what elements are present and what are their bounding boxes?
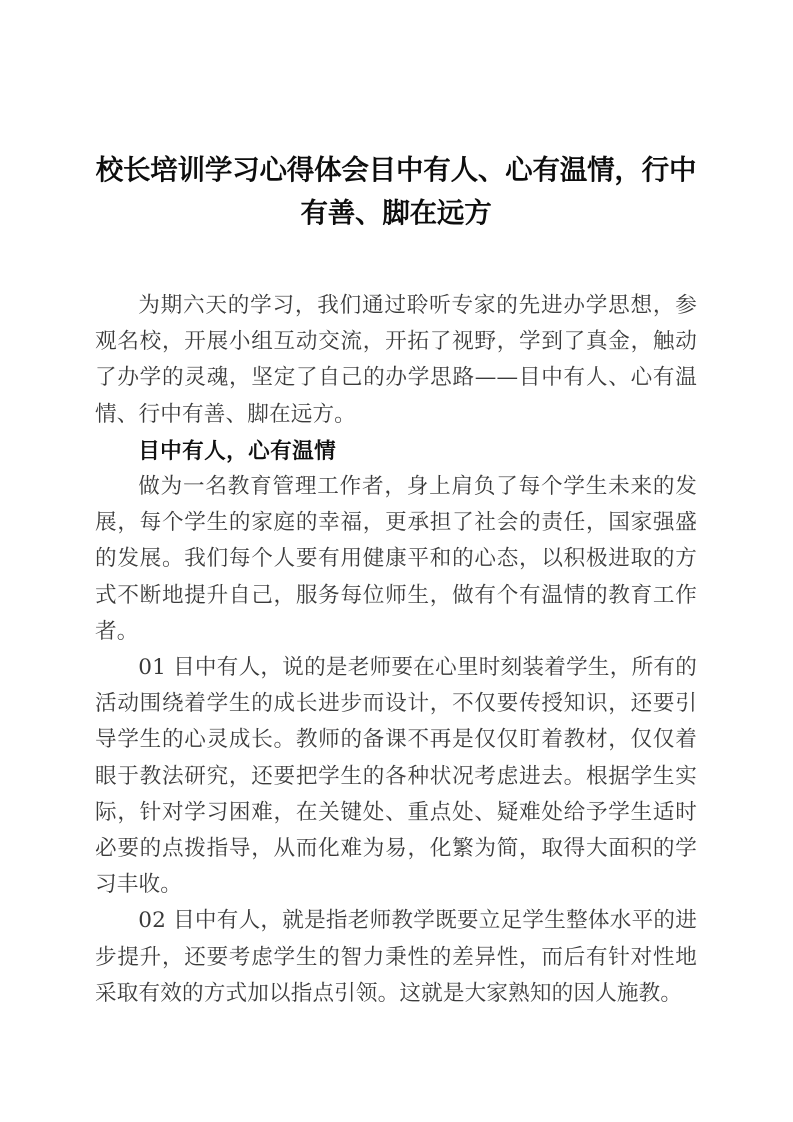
page-title: 校长培训学习心得体会目中有人、心有温情，行中有善、脚在远方	[95, 154, 697, 228]
section-heading-1: 目中有人，心有温情	[138, 438, 337, 463]
paragraph-item-01: 01 目中有人，说的是老师要在心里时刻装着学生，所有的活动围绕着学生的成长进步而设计，不仅要传授知识，还要引导学生的心灵成长。教师的备课不再是仅仅盯着教材，仅仅着眼于教法研究，还要把学生的各种状况考虑进去。根据学生实际，针对学习困难，在关键处、重点处、疑难处给予学生适时必要的点拨指导，从而化难为易，化繁为简，取得大面积的学习丰收。	[95, 655, 697, 898]
paragraph-body-1: 做为一名教育管理工作者，身上肩负了每个学生未来的发展，每个学生的家庭的幸福，更承担了社会的责任，国家强盛的发展。我们每个人要有用健康平和的心态，以积极进取的方式不断地提升自己，服务每位师生，做有个有温情的教育工作者。	[95, 474, 697, 644]
paragraph-item-02: 02 目中有人，就是指老师教学既要立足学生整体水平的进步提升，还要考虑学生的智力秉性的差异性，而后有针对性地采取有效的方式加以指点引领。这就是大家熟知的因人施教。	[95, 908, 697, 1006]
document-content-column	[95, 0, 697, 1012]
paragraph-intro: 为期六天的学习，我们通过聆听专家的先进办学思想，参观名校，开展小组互动交流，开拓了视野，学到了真金，触动了办学的灵魂，坚定了自己的办学思路——目中有人、心有温情、行中有善、脚在远方。	[95, 293, 697, 427]
